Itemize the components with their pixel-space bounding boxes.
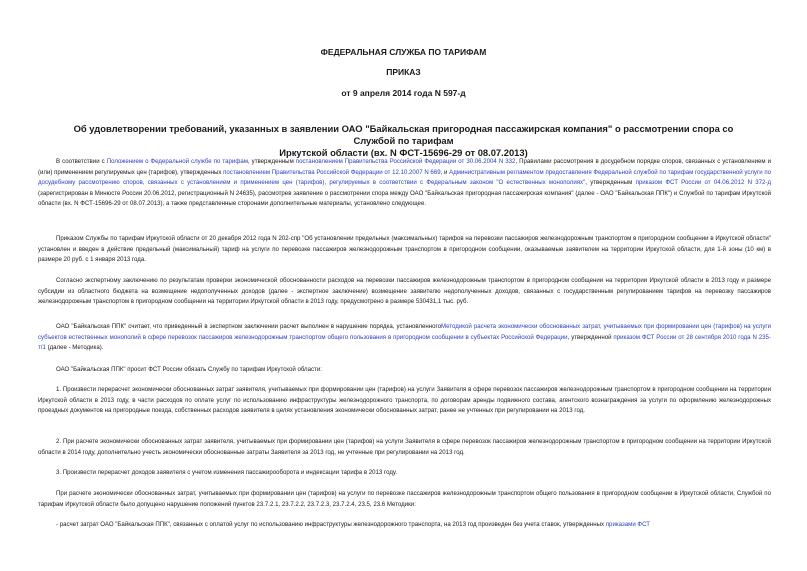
paragraph-request [38, 365, 771, 376]
text-run: , Правилами рассмотрения в досудебном порядке споров, связанных с установлением и (или) применением регулируемых цен (тарифов), утвержденных [38, 158, 771, 176]
paragraph-item-2 [38, 437, 771, 458]
link-fst-order-235t[interactable]: приказом ФСТ России от 28 сентября 2010 года N 235-т/1 [38, 333, 771, 351]
paragraph-legal-basis [38, 157, 771, 210]
document-date-heading: от 9 апреля 2014 года N 597-д [341, 88, 466, 98]
link-fst-orders[interactable]: приказами ФСТ [605, 521, 650, 528]
link-methodology[interactable]: Методикой расчета экономически обоснованных затрат, учитываемых при формировании цен (тарифов) на услуги субъектов естественных монополий в сфере перевозок пассажиров железнодорожным транспортом общего пользования в пригородном сообщении в субъектах Российской Федерации [38, 323, 771, 341]
text-run: 2. При расчете экономически обоснованных затрат заявителя, учитываемых при формировании цен (тарифов) на услуги Заявителя в сфере перевозок пассажиров железнодорожным транспортом в пригородном сообщении на территории Иркутской области в 2014 году, дополнительно учесть экономически обоснованные затраты Заявителя за 2013 год, не учтенные при регулировании на 2013 год. [38, 438, 771, 456]
text-run: Приказом Службы по тарифам Иркутской области от 20 декабря 2012 года N 202-спр "Об установлении предельных (максимальных) тарифов на перевозки пассажиров железнодорожным транспортом в пригородном сообщении в Иркутской области" установлен и введен в действие предельный (максимальный) тариф на услуги по перевозке пассажиров железнодорожным транспортом в пригородном сообщении, оказываемые заявителем на территории Иркутской области, для 1-й зоны (10 км) в размере 20 руб. с 1 января 2013 года. [38, 235, 771, 263]
document-title-line-1: Об удовлетворении требований, указанных в заявлении ОАО "Байкальская пригородная пассажирская компания" о рассмотрении спора со Службой по тарифам [73, 123, 734, 146]
document-title [60, 123, 747, 159]
paragraph-item-3 [38, 468, 771, 479]
paragraph-infrastructure-costs [38, 520, 650, 531]
text-run: - расчет затрат ОАО "Байкальская ППК", связанных с оплатой услуг по использованию инфраструктуры железнодорожного транспорта, на 2013 год произведен без учета ставок, утвержденных [56, 521, 606, 528]
paragraph-claim [38, 322, 771, 354]
text-run: ОАО "Байкальская ППК" считает, что приведенный в экспертном заключении расчет выполнен в нарушение порядка, установленного [56, 323, 441, 330]
paragraph-violations [38, 489, 771, 510]
paragraph-expert-conclusion [38, 276, 771, 308]
text-run: , утвержденным [247, 158, 296, 165]
text-run: , утвержденным [585, 179, 636, 186]
link-fst-order-372d[interactable]: приказом ФСТ России от 04.06.2012 N 372-д [635, 179, 771, 186]
text-run: При расчете экономически обоснованных затрат, учитываемых при формировании цен (тарифов) на услуги по перевозке пассажиров железнодорожным транспортом общего пользования в пригородном сообщении в Иркутской области, Службой по тарифам Иркутской области было допущено нарушение положений пунктов 23.7.2.1, 23.7.2.2, 23.7.2.3, 23.7.2.4, 23.5, 23.6 Методики: [38, 490, 771, 508]
text-run: ОАО "Байкальская ППК" просит ФСТ России обязать Службу по тарифам Иркутской области: [56, 366, 322, 373]
text-run: 3. Произвести перерасчет доходов заявителя с учетом изменения пассажирооборота и индексации тарифа в 2013 году. [56, 469, 398, 476]
text-run: (зарегистрирован в Минюсте России 20.06.2012, регистрационный N 24635), рассмотрев заявление о рассмотрении спора между ОАО "Байкальская пригородная пассажирская компания" (далее - ОАО "Байкальская ППК") и Службой по тарифам Иркутской области (вх. N ФСТ-15696-29 от 08.07.2013), а также представленные сторонами дополнительные материалы, установлено следующее. [38, 189, 771, 207]
text-run: , утвержденной [567, 333, 614, 341]
text-run: Согласно экспертному заключению по результатам проверки экономической обоснованности расходов на перевозки пассажиров железнодорожным транспортом в пригородном сообщении на территории Иркутской области в 2013 году и размере субсидии из областного бюджета на возмещение недополученных доходов (далее - экспертное заключение) возмещение заявителю недополученных доходов, связанных с государственным регулированием тарифов на перевозку пассажиров железнодорожным транспортом в пригородном сообщении на территории Иркутской области в 2013 году, предусмотрено в размере 530431,1 тыс. руб. [38, 277, 771, 305]
link-fst-regulation[interactable]: Положением о Федеральной службе по тарифам [106, 158, 248, 165]
link-administrative-regulation[interactable]: Административным регламентом предоставления Федеральной службой по тарифам государственной услуги по досудебному рассмотрению споров, связанных с установлением и применением цен (тарифов), регулируемых в соответствии с Федеральным законом "О естественных монополиях" [38, 168, 772, 186]
link-government-decree-669[interactable]: постановлением Правительства Российской Федерации от 12.10.2007 N 669 [223, 168, 441, 176]
document-type-heading: ПРИКАЗ [386, 67, 421, 77]
text-run: В соответствии с [56, 158, 107, 165]
agency-heading: ФЕДЕРАЛЬНАЯ СЛУЖБА ПО ТАРИФАМ [320, 47, 487, 57]
paragraph-item-1 [38, 385, 771, 417]
text-run: , и [440, 168, 450, 176]
paragraph-tariff-order [38, 234, 771, 266]
link-government-decree-332[interactable]: постановлением Правительства Российской Федерации от 30.06.2004 N 332 [295, 158, 516, 165]
text-run: 1. Произвести перерасчет экономически обоснованных затрат заявителя, учитываемых при формировании цен (тарифов) на услуги Заявителя в сфере перевозок пассажиров железнодорожным транспортом в пригородном сообщении на территории Иркутской области в 2013 году, в части расходов по оплате услуг по использованию инфраструктуры железнодорожного транспорта, по договорам аренды подвижного состава, агентского вознаграждения за услуги по оформлению железнодорожных проездных документов на пригородные поезда, собственных расходов заявителя в целях установления экономически обоснованных затрат, ранее не учтенных при регулировании на 2013 год. [38, 386, 771, 414]
text-run: (далее - Методика). [45, 344, 104, 351]
document-title-line-2: Иркутской области (вх. N ФСТ-15696-29 от 08.07.2013) [279, 147, 528, 158]
